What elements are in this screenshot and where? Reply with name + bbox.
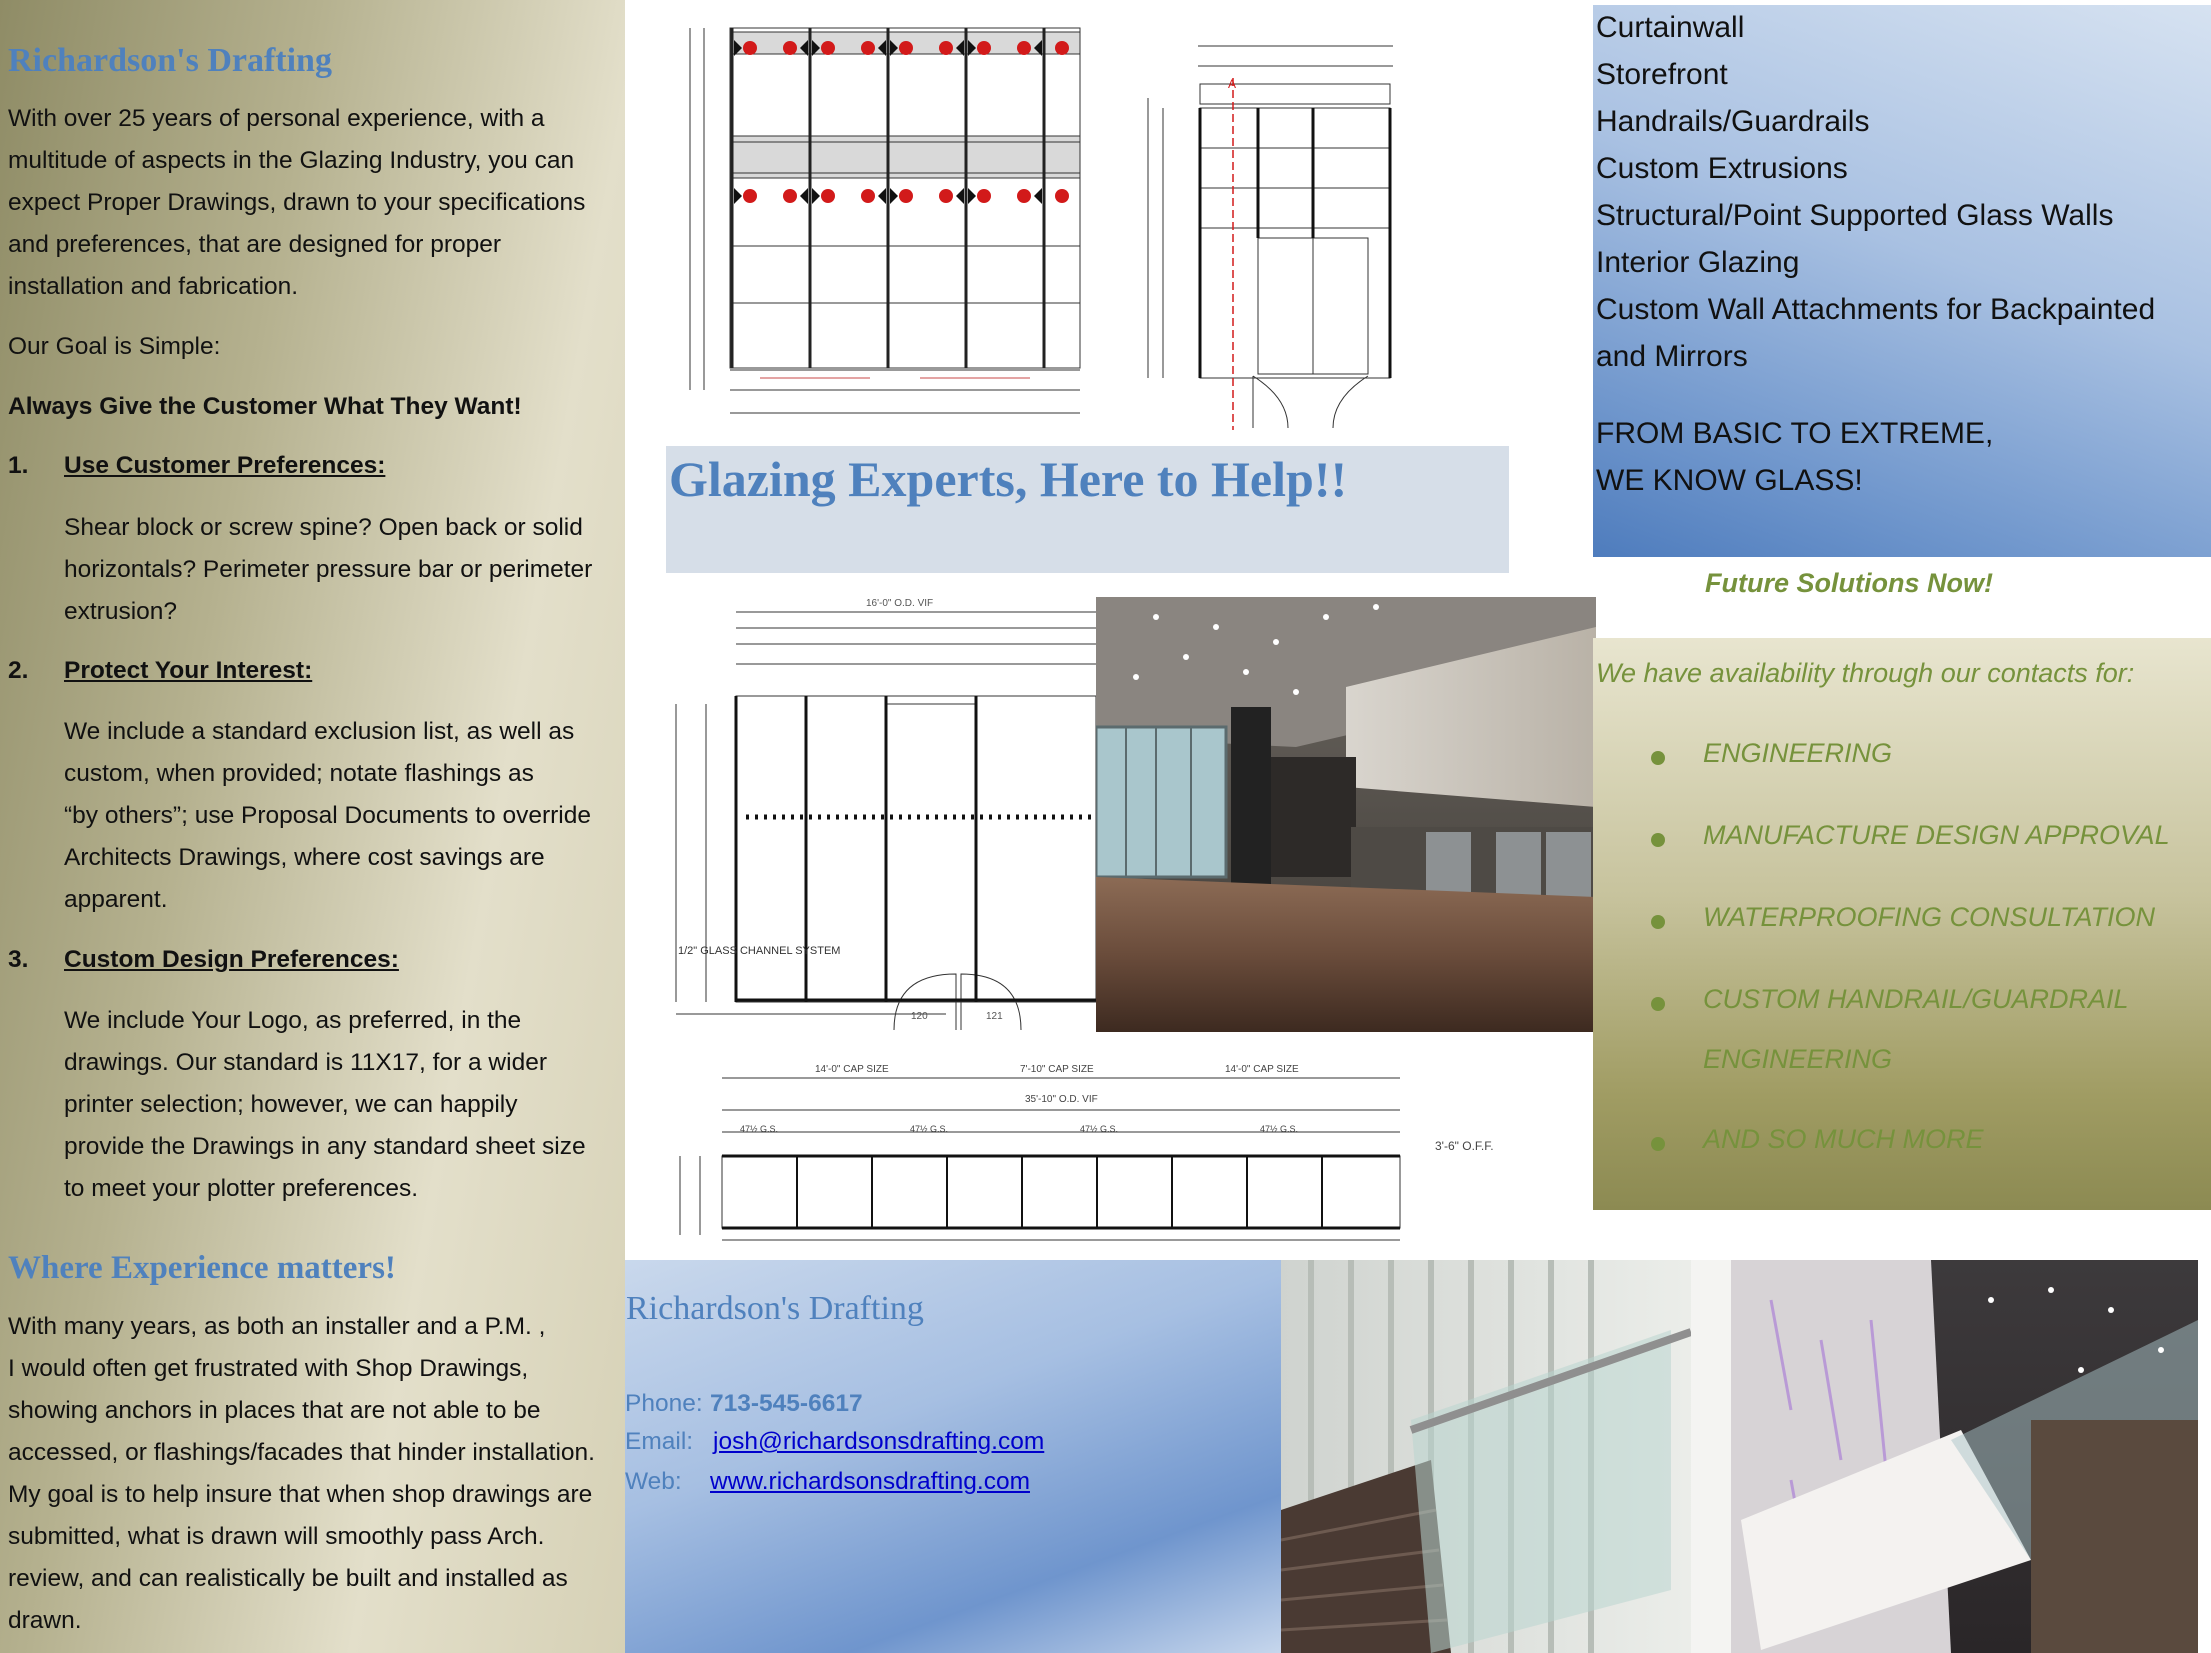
list-item-line: extrusion? [64, 598, 178, 625]
email-label: Email: [625, 1428, 694, 1455]
web-label: Web: [625, 1468, 682, 1495]
bullet-icon [1651, 751, 1665, 765]
atrium-stair-photo [1731, 1260, 2198, 1653]
contact-title: Richardson's Drafting [626, 1290, 924, 1327]
list-item-line: provide the Drawings in any standard sheet size [64, 1133, 586, 1160]
service-item: Handrails/Guardrails [1596, 105, 1870, 138]
service-item: Curtainwall [1596, 11, 1745, 44]
service-item: Interior Glazing [1596, 246, 1800, 279]
experience-line: With many years, as both an installer and a P.M. , [8, 1313, 546, 1340]
service-item: Custom Extrusions [1596, 152, 1848, 185]
list-item-line: “by others”; use Proposal Documents to override [64, 802, 591, 829]
dim-top-label: 16'-0" O.D. VIF [866, 598, 934, 609]
availability-item: MANUFACTURE DESIGN APPROVAL [1703, 820, 2170, 850]
bullet-icon [1651, 997, 1665, 1011]
intro-line: installation and fabrication. [8, 273, 299, 300]
intro-line: With over 25 years of personal experience, with a [8, 105, 545, 132]
experience-line: accessed, or flashings/facades that hinder installation. [8, 1439, 595, 1466]
experience-line: I would often get frustrated with Shop Drawings, [8, 1355, 529, 1382]
dim-label: 7'-10" CAP SIZE [1020, 1064, 1094, 1075]
list-item-line: apparent. [64, 886, 168, 913]
slogan-line: WE KNOW GLASS! [1596, 464, 1863, 497]
glass-channel-drawing [666, 594, 1096, 1030]
experience-line: drawn. [8, 1607, 82, 1634]
experience-line: My goal is to help insure that when shop drawings are [8, 1481, 593, 1508]
service-item: Structural/Point Supported Glass Walls [1596, 199, 2114, 232]
availability-item: WATERPROOFING CONSULTATION [1703, 902, 2156, 932]
list-item-line: Shear block or screw spine? Open back or solid [64, 514, 583, 541]
bullet-icon [1651, 1137, 1665, 1151]
dim-label: 35'-10" O.D. VIF [1025, 1094, 1098, 1105]
experience-line: submitted, what is drawn will smoothly pass Arch. [8, 1523, 545, 1550]
intro-line: expect Proper Drawings, drawn to your specifications [8, 189, 586, 216]
list-item-line: horizontals? Perimeter pressure bar or perimeter [64, 556, 593, 583]
availability-item: AND SO MUCH MORE [1703, 1124, 1984, 1154]
service-item: and Mirrors [1596, 340, 1748, 373]
dim-label: 14'-0" CAP SIZE [1225, 1064, 1299, 1075]
headline-text: Glazing Experts, Here to Help!! [669, 451, 1348, 507]
availability-item: CUSTOM HANDRAIL/GUARDRAIL [1703, 984, 2129, 1014]
glass-staircase-photo [1281, 1260, 1731, 1653]
services-panel [1593, 5, 2211, 557]
detail-label: 120 [911, 1011, 928, 1022]
curtainwall-elevation-drawing [670, 18, 1082, 418]
bullet-icon [1651, 833, 1665, 847]
availability-intro: We have availability through our contacts for: [1596, 658, 2135, 688]
dim-label: 14'-0" CAP SIZE [815, 1064, 889, 1075]
company-title: Richardson's Drafting [8, 42, 332, 79]
experience-title: Where Experience matters! [8, 1250, 396, 1286]
goal-text: Our Goal is Simple: [8, 333, 221, 360]
service-item: Storefront [1596, 58, 1728, 91]
list-item-title: Custom Design Preferences: [64, 946, 399, 973]
list-item-line: printer selection; however, we can happily [64, 1091, 518, 1118]
contact-panel [625, 1260, 1281, 1653]
list-item-line: to meet your plotter preferences. [64, 1175, 419, 1202]
detail-label: 121 [986, 1011, 1003, 1022]
gs-label: 47½ G.S. [1080, 1124, 1119, 1134]
dim-label: 3'-6" O.F.F. [1435, 1139, 1494, 1153]
web-link[interactable]: www.richardsonsdrafting.com [710, 1468, 1030, 1495]
list-item-line: custom, when provided; notate flashings as [64, 760, 534, 787]
experience-line: showing anchors in places that are not able to be [8, 1397, 541, 1424]
slogan-line: FROM BASIC TO EXTREME, [1596, 417, 1994, 450]
gs-label: 47½ G.S. [910, 1124, 949, 1134]
list-item-line: We include Your Logo, as preferred, in the [64, 1007, 522, 1034]
list-item-line: We include a standard exclusion list, as well as [64, 718, 575, 745]
headline-banner [666, 446, 1509, 573]
availability-panel [1593, 638, 2211, 1210]
list-number: 2. [8, 657, 29, 684]
phone-number: 713-545-6617 [710, 1390, 863, 1417]
intro-line: and preferences, that are designed for proper [8, 231, 502, 258]
lobby-interior-photo [1096, 597, 1596, 1032]
list-item-line: drawings. Our standard is 11X17, for a wider [64, 1049, 547, 1076]
left-column [0, 0, 625, 1653]
bullet-icon [1651, 915, 1665, 929]
availability-item: ENGINEERING [1703, 1044, 1893, 1074]
svg-text:A: A [1228, 77, 1237, 91]
experience-line: review, and can realistically be built and installed as [8, 1565, 568, 1592]
list-item-line: Architects Drawings, where cost savings are [64, 844, 545, 871]
storefront-elevation-drawing [1128, 38, 1408, 430]
intro-line: multitude of aspects in the Glazing Industry, you can [8, 147, 575, 174]
tagline: Future Solutions Now! [1705, 568, 1993, 598]
list-number: 3. [8, 946, 29, 973]
list-number: 1. [8, 452, 29, 479]
availability-item: ENGINEERING [1703, 738, 1893, 768]
email-link[interactable]: josh@richardsonsdrafting.com [713, 1428, 1045, 1455]
gs-label: 47½ G.S. [1260, 1124, 1299, 1134]
handrail-elevation-drawing [660, 1060, 1510, 1260]
note-label: 1/2" GLASS CHANNEL SYSTEM [678, 945, 841, 957]
gs-label: 47½ G.S. [740, 1124, 779, 1134]
list-item-title: Use Customer Preferences: [64, 452, 386, 479]
list-item-title: Protect Your Interest: [64, 657, 313, 684]
phone-label: Phone: [625, 1390, 703, 1417]
motto-text: Always Give the Customer What They Want! [8, 393, 522, 420]
service-item: Custom Wall Attachments for Backpainted [1596, 293, 2156, 326]
